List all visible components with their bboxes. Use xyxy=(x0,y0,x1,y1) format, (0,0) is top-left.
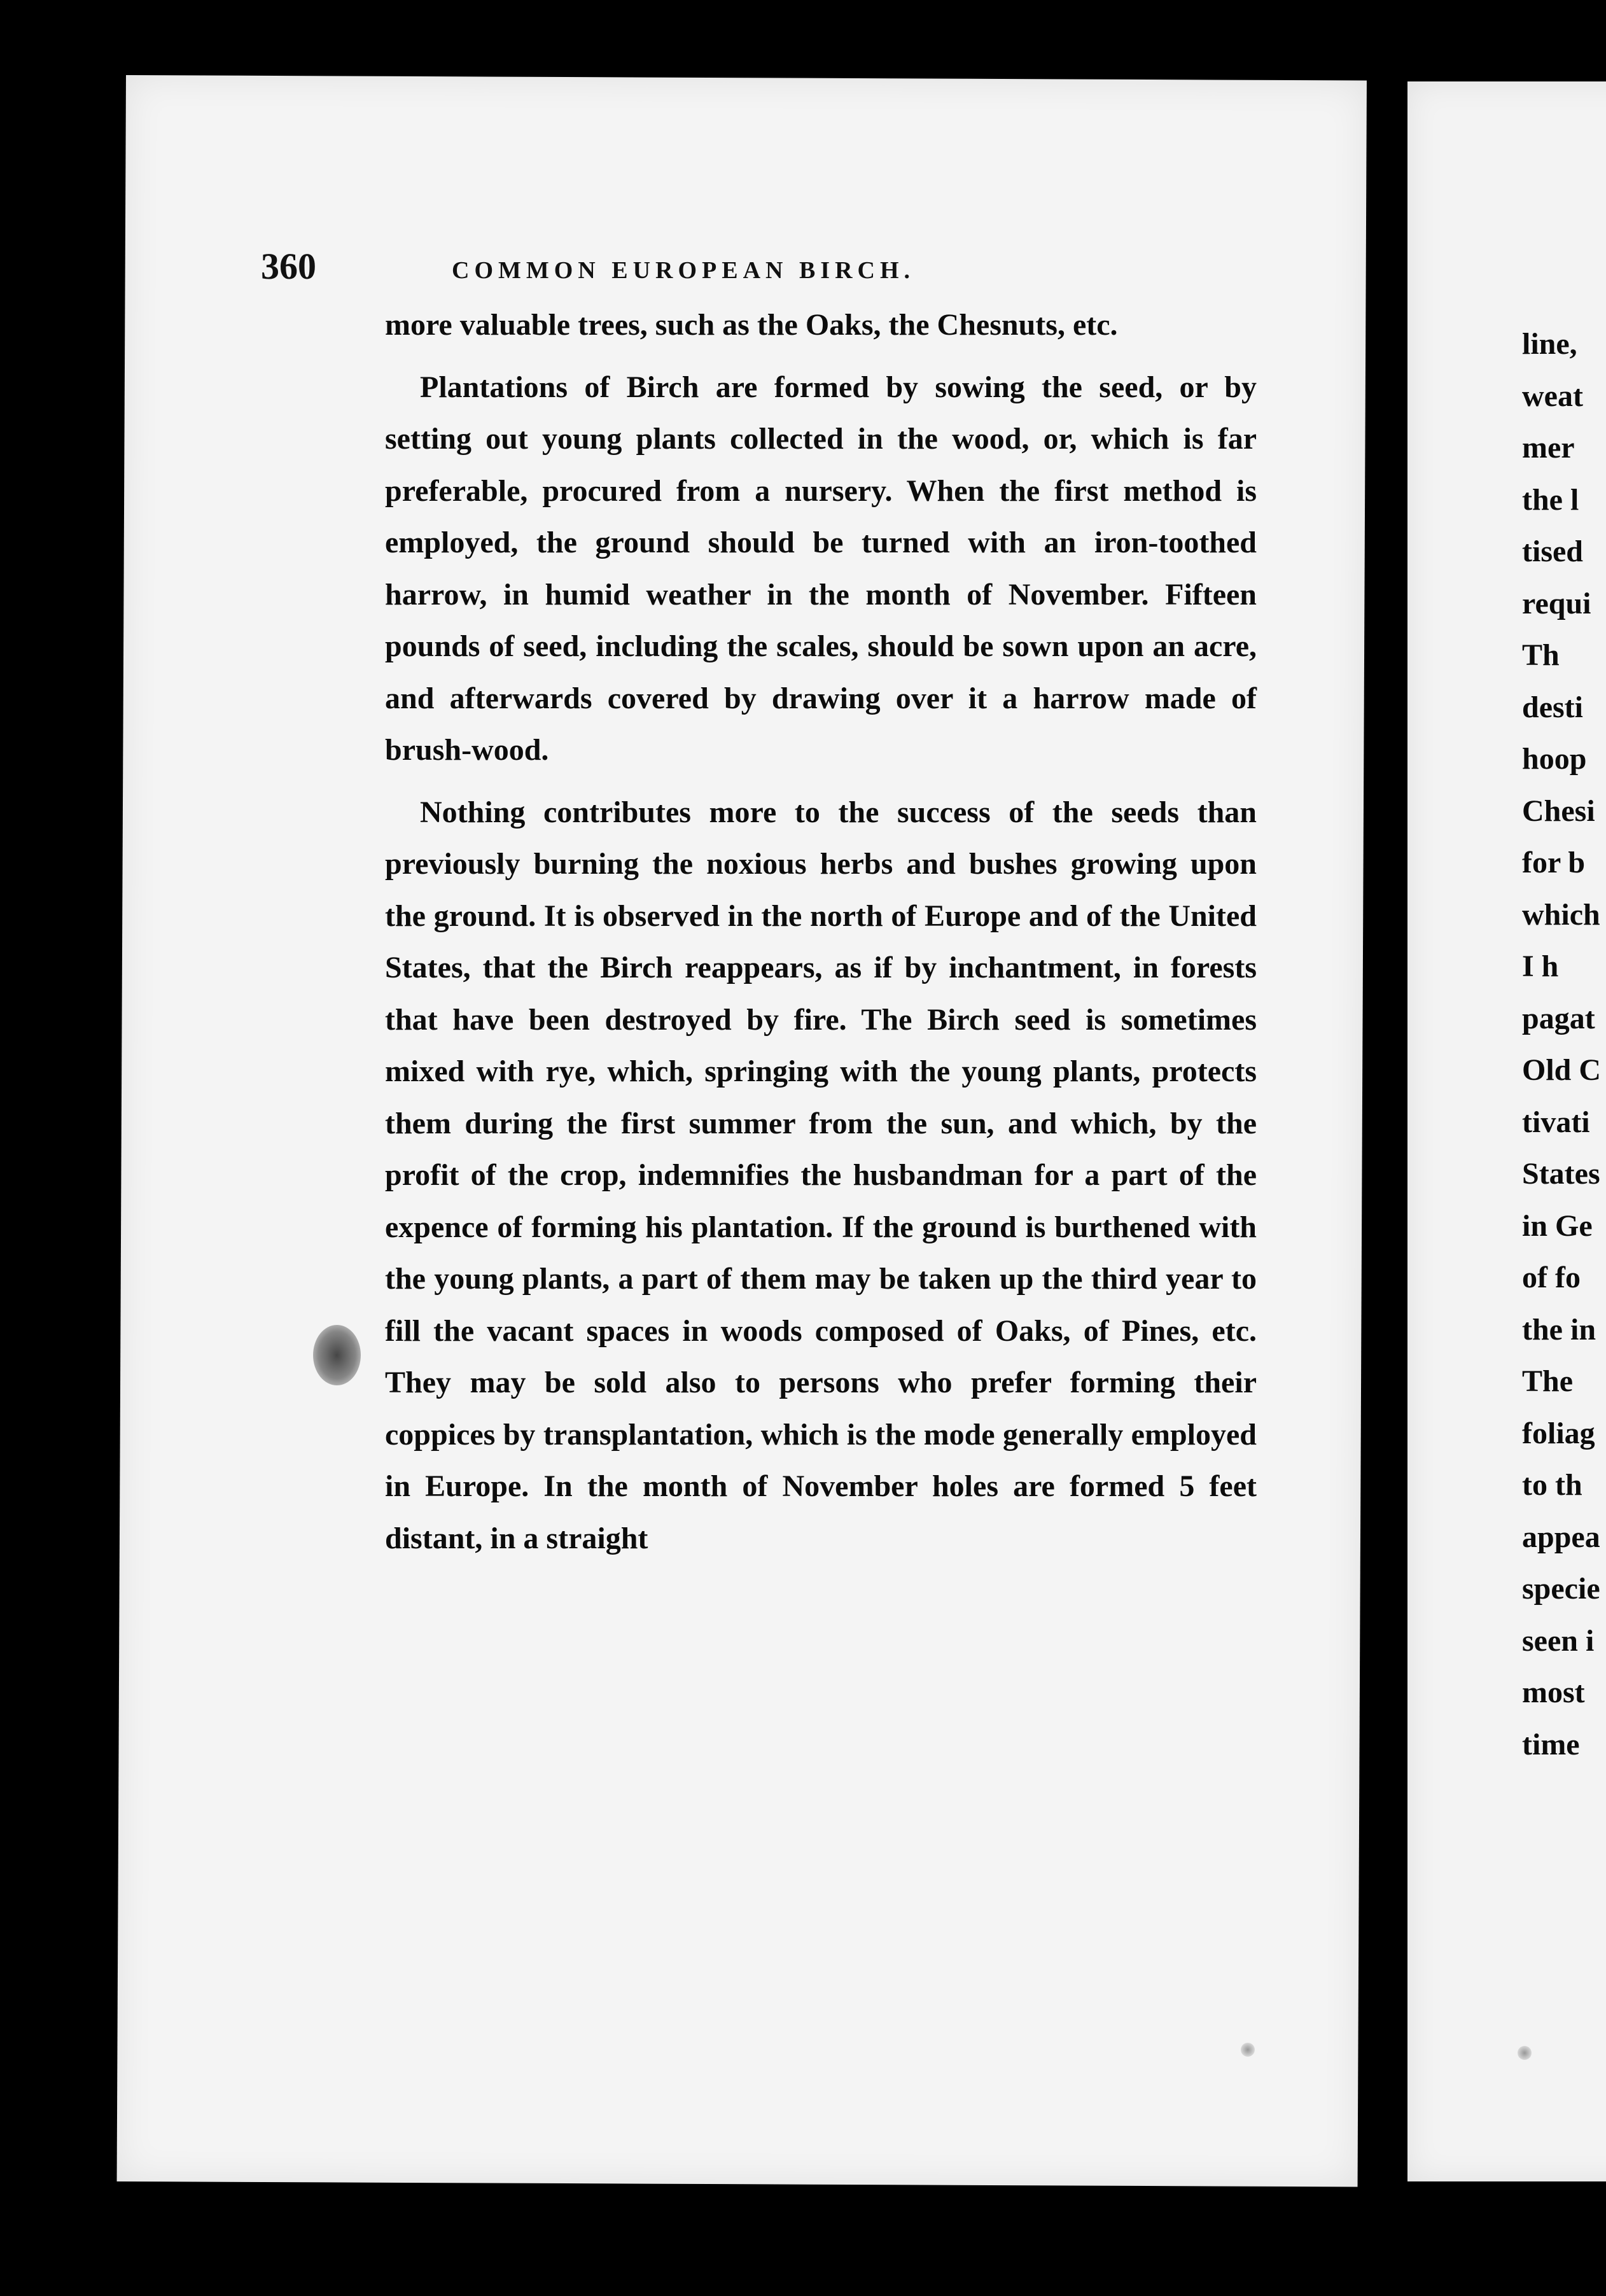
facing-line: hoop xyxy=(1522,742,1587,776)
facing-page-text xyxy=(1522,318,1606,1770)
paragraph: Nothing contributes more to the success of the seeds than previously burning the noxious herbs and bushes growing upon the ground. It is observed in the north of Europe and of the United States, that the Birch reappears, as if by inchantment, in forests that have been destroyed by fire. The Birch seed is sometimes mixed with rye, which, springing with the young plants, protects them during the first summer from the sun, and which, by the profit of the crop, indemnifies the husbandman for a part of the expence of forming his plantation. If the ground is burthened with the young plants, a part of them may be taken up the third year to fill the vacant spaces in woods composed of Oaks, of Pines, etc. They may be sold also to persons who prefer forming their coppices by transplantation, which is the mode generally employed in Europe. In the month of November holes are formed 5 feet distant, in a straight xyxy=(385,795,1257,1555)
facing-line: I h xyxy=(1522,949,1559,983)
facing-line: to th xyxy=(1522,1468,1582,1502)
facing-line: States xyxy=(1522,1157,1600,1191)
body-text xyxy=(385,299,1257,1574)
facing-line: weat xyxy=(1522,379,1583,413)
facing-line: most xyxy=(1522,1676,1585,1709)
facing-line: foliag xyxy=(1522,1416,1595,1450)
page-number: 360 xyxy=(261,246,316,287)
facing-line: of fo xyxy=(1522,1261,1581,1294)
facing-line: tised xyxy=(1522,535,1583,568)
facing-line: requi xyxy=(1522,586,1591,620)
facing-line: appea xyxy=(1522,1520,1600,1554)
facing-line: tivati xyxy=(1522,1105,1590,1139)
ink-smudge xyxy=(313,1325,361,1385)
facing-line: specie xyxy=(1522,1572,1600,1606)
facing-line: Old C xyxy=(1522,1053,1602,1087)
paper-spot xyxy=(1518,2046,1532,2060)
paper-spot xyxy=(1241,2043,1255,2057)
facing-line: time xyxy=(1522,1727,1580,1761)
paragraph: Plantations of Birch are formed by sowing the seed, or by setting out young plants collected in the wood, or, which is far preferable, procured from a nursery. When the first method is employed, the ground should be turned with an iron-toothed harrow, in humid weather in the month of November. Fifteen pounds of seed, including the scales, should be sown upon an acre, and afterwards covered by drawing over it a harrow made of brush-wood. xyxy=(385,370,1257,767)
facing-line: desti xyxy=(1522,690,1583,724)
facing-line: line, xyxy=(1522,327,1577,361)
paragraph: more valuable trees, such as the Oaks, the Chesnuts, etc. xyxy=(385,308,1118,342)
facing-line: pagat xyxy=(1522,1001,1595,1035)
facing-line: for b xyxy=(1522,846,1586,879)
facing-line: The xyxy=(1522,1364,1574,1398)
facing-line: mer xyxy=(1522,431,1575,465)
facing-line: Th xyxy=(1522,638,1560,672)
facing-line: the in xyxy=(1522,1312,1596,1347)
running-title: COMMON EUROPEAN BIRCH. xyxy=(452,257,916,284)
page-header xyxy=(261,245,1273,290)
facing-line: which xyxy=(1522,897,1600,932)
facing-line: Chesi xyxy=(1522,794,1595,828)
facing-line: the l xyxy=(1522,482,1579,517)
facing-line: seen i xyxy=(1522,1623,1595,1658)
facing-line: in Ge xyxy=(1522,1208,1593,1243)
